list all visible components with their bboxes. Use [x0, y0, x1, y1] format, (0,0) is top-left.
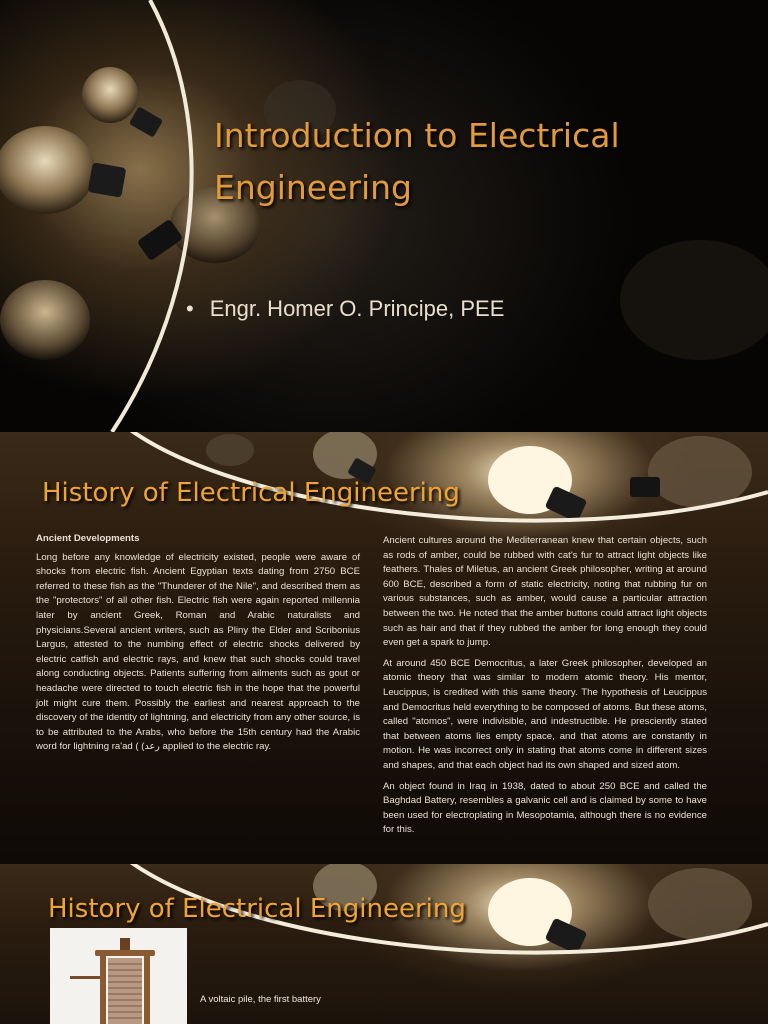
voltaic-pile-icon [50, 928, 187, 1024]
paragraph: At around 450 BCE Democritus, a later Greek philosopher, developed an atomic theory that was similar to modern atomic theory. His mentor, Leucippus, is credited with this same theory. The hypothesis of Leucippus and Democritus held everything to be composed of atoms. But these atoms, called "atomos", were indivisible, and indestructible. He presciently stated that between atoms lies empty space, and that atoms are constantly in motion. He was incorrect only in stating that atoms come in different sizes and shapes, and that each object had its own shaped and sized atom. [383, 657, 707, 771]
paragraph: An object found in Iraq in 1938, dated to about 250 BCE and called the Baghdad Battery, resembles a galvanic cell and is claimed by some to have been used for electroplating in Mesopotamia, although there is no evidence for this. [383, 780, 707, 836]
section-subheading: Ancient Developments [36, 533, 140, 544]
right-column [383, 534, 707, 844]
bulb-icon [648, 868, 752, 940]
title-slide [0, 0, 768, 432]
paragraph: Long before any knowledge of electricity existed, people were aware of shocks from electric fish. Ancient Egyptian texts dating from 2750 BCE referred to these fish as the "Thunderer of the Nile", and described them as the "protectors" of all other fish. Electric fish were again reported millennia later by ancient Greek, Roman and Arabic naturalists and physicians.Several ancient writers, such as Pliny the Elder and Scribonius Largus, attested to the numbing effect of electric shocks delivered by electric catfish and electric rays, and knew that such shocks could travel along conducting objects. Patients suffering from ailments such as gout or headache were directed to touch electric fish in the hope that the powerful jolt might cure them. Possibly the earliest and nearest approach to the discovery of the identity of lightning, and electricity from any other source, is to be attributed to the Arabs, who before the 15th century had the Arabic word for lightning ra'ad ( (رعد applied to the electric ray. [36, 551, 360, 753]
image-caption: A voltaic pile, the first battery [200, 994, 321, 1005]
slide-title: History of Electrical Engineering [42, 478, 460, 508]
slide-title: History of Electrical Engineering [48, 894, 466, 924]
bulb-icon [0, 126, 126, 214]
light-bulbs-background [0, 0, 768, 432]
presenter-bullet [186, 296, 504, 322]
bulb-icon [82, 67, 163, 138]
voltaic-pile-image [50, 928, 187, 1024]
bulb-icon [206, 434, 254, 466]
presenter-name: Engr. Homer O. Principe, PEE [209, 296, 505, 321]
left-column [36, 532, 360, 761]
bulb-icon [630, 436, 752, 508]
bulb-icon [488, 878, 587, 954]
bulb-icon [313, 432, 377, 485]
history-slide [0, 432, 768, 864]
bulb-icon [488, 446, 587, 522]
paragraph: Ancient cultures around the Mediterranean knew that certain objects, such as rods of amber, could be rubbed with cat's fur to attract light objects like feathers. Thales of Miletus, an ancient Greek philosopher, writing at around 600 BCE, described a form of static electricity, noting that rubbing fur on various substances, such as amber, would cause a particular attraction between the two. He noted that the amber buttons could attract light objects such as hair and that if they rubbed the amber for long enough they could even get a spark to jump. [383, 535, 707, 649]
bulb-icon [620, 240, 768, 360]
history-slide-2 [0, 864, 768, 1024]
bullet-icon: • [186, 296, 194, 321]
slide-title: Introduction to Electrical Engineering [214, 116, 620, 207]
bulb-icon [0, 280, 90, 360]
